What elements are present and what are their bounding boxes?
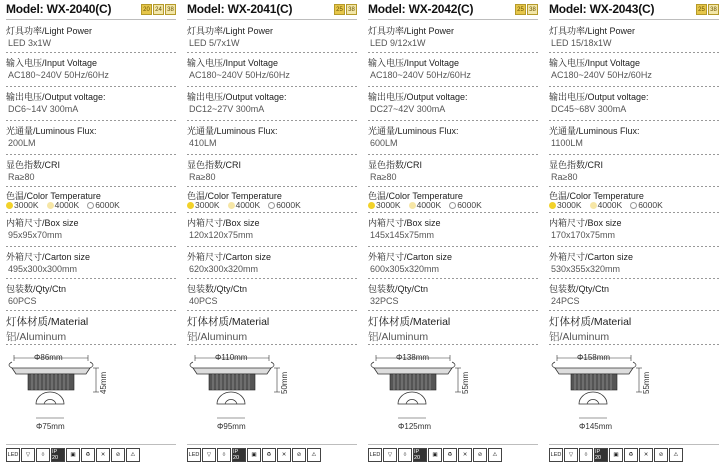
height-label: 50mm xyxy=(280,371,289,394)
spec-label-box: 内箱尺寸/Box size xyxy=(368,218,441,228)
divider xyxy=(6,120,176,121)
beam-angle-badges xyxy=(515,4,538,15)
spec-label-carton: 外箱尺寸/Carton size xyxy=(6,252,91,262)
spec-value-qty: 40PCS xyxy=(189,296,218,306)
divider xyxy=(187,52,357,53)
divider xyxy=(368,120,538,121)
color-dot-icon xyxy=(630,202,637,209)
dimension-drawing xyxy=(549,352,669,434)
spec-value-box: 120x120x75mm xyxy=(189,230,254,240)
spec-label-box: 内箱尺寸/Box size xyxy=(6,218,79,228)
spec-label-qty: 包装数/Qty/Ctn xyxy=(6,284,67,294)
top-diameter-label: Φ110mm xyxy=(215,353,248,362)
no-dim-icon: ⊘ xyxy=(292,448,306,462)
color-temp-option xyxy=(409,200,442,210)
divider xyxy=(368,52,538,53)
spec-label-ct: 色温/Color Temperature xyxy=(549,191,644,201)
led-icon: LED xyxy=(6,448,20,462)
spec-value-carton: 530x355x320mm xyxy=(551,264,621,274)
color-dot-icon xyxy=(47,202,54,209)
model-title: Model: WX-2042(C) xyxy=(368,2,474,16)
spec-value-cri: Ra≥80 xyxy=(189,172,216,182)
divider xyxy=(6,344,176,345)
beam-angle-badges xyxy=(141,4,176,15)
top-diameter-label: Φ86mm xyxy=(34,353,63,362)
spec-value-carton: 495x300x300mm xyxy=(8,264,78,274)
shield-icon: ◊ xyxy=(579,448,593,462)
spec-value-power: LED 15/18x1W xyxy=(551,38,612,48)
cutout-diameter-label: Φ145mm xyxy=(579,422,613,431)
divider xyxy=(549,212,719,213)
downlight-side-view-icon xyxy=(6,352,126,434)
spec-value-flux: 1100LM xyxy=(551,138,583,148)
divider xyxy=(368,186,538,187)
spec-column-4 xyxy=(543,0,724,472)
dimmable-icon: ▽ xyxy=(21,448,35,462)
color-dot-icon xyxy=(368,202,375,209)
spec-value-box: 95x95x70mm xyxy=(8,230,63,240)
class-ii-icon: ▣ xyxy=(428,448,442,462)
dimmable-icon: ▽ xyxy=(383,448,397,462)
spec-label-material: 灯体材质/Material xyxy=(187,316,270,328)
no-dim-icon: ⊘ xyxy=(111,448,125,462)
dimmable-icon: ▽ xyxy=(202,448,216,462)
spec-label-flux: 光通量/Luminous Flux: xyxy=(187,126,278,136)
no-uv-icon: ✕ xyxy=(458,448,472,462)
divider xyxy=(187,278,357,279)
color-temp-option xyxy=(47,200,80,210)
spec-label-material: 灯体材质/Material xyxy=(549,316,632,328)
spec-label-output: 输出电压/Output voltage: xyxy=(368,92,468,102)
recycle-icon: ♻ xyxy=(443,448,457,462)
height-label: 55mm xyxy=(642,371,651,394)
beam-angle-badges xyxy=(334,4,357,15)
spec-label-carton: 外箱尺寸/Carton size xyxy=(187,252,272,262)
certification-icons xyxy=(549,448,683,462)
color-dot-icon xyxy=(449,202,456,209)
divider xyxy=(6,212,176,213)
divider xyxy=(368,86,538,87)
shield-icon: ◊ xyxy=(36,448,50,462)
spec-value-input: AC180~240V 50Hz/60Hz xyxy=(551,70,652,80)
spec-value-material: 铝/Aluminum xyxy=(187,331,248,343)
beam-angle-badges xyxy=(696,4,719,15)
certification-icons xyxy=(187,448,321,462)
divider xyxy=(549,86,719,87)
no-dim-icon: ⊘ xyxy=(654,448,668,462)
divider xyxy=(6,278,176,279)
led-icon: LED xyxy=(187,448,201,462)
color-temp-label: 4000K xyxy=(597,200,623,210)
divider xyxy=(187,310,357,311)
spec-value-flux: 200LM xyxy=(8,138,36,148)
spec-value-output: DC6~14V 300mA xyxy=(8,104,79,114)
dimension-drawing xyxy=(187,352,307,434)
certification-icons xyxy=(6,448,140,462)
divider xyxy=(368,212,538,213)
color-temp-label: 4000K xyxy=(416,200,442,210)
color-temp-label: 3000K xyxy=(14,200,39,210)
height-label: 45mm xyxy=(99,371,108,394)
spec-value-power: LED 5/7x1W xyxy=(189,38,240,48)
spec-value-input: AC180~240V 50Hz/60Hz xyxy=(8,70,109,80)
spec-label-cri: 显色指数/CRI xyxy=(368,160,423,170)
spec-label-flux: 光通量/Luminous Flux: xyxy=(368,126,459,136)
dimension-drawing xyxy=(6,352,126,434)
warning-icon: ⚠ xyxy=(126,448,140,462)
divider xyxy=(187,344,357,345)
divider xyxy=(6,444,176,445)
warning-icon: ⚠ xyxy=(307,448,321,462)
beam-angle-badge: 20 xyxy=(141,4,152,15)
divider xyxy=(549,246,719,247)
color-temp-option xyxy=(187,200,220,210)
spec-value-input: AC180~240V 50Hz/60Hz xyxy=(189,70,290,80)
spec-value-material: 铝/Aluminum xyxy=(549,331,610,343)
color-dot-icon xyxy=(6,202,13,209)
color-dot-icon xyxy=(87,202,94,209)
spec-value-input: AC180~240V 50Hz/60Hz xyxy=(370,70,471,80)
divider xyxy=(6,246,176,247)
top-diameter-label: Φ138mm xyxy=(396,353,430,362)
divider xyxy=(187,186,357,187)
spec-label-power: 灯具功率/Light Power xyxy=(6,26,93,36)
spec-label-carton: 外箱尺寸/Carton size xyxy=(549,252,634,262)
divider xyxy=(6,310,176,311)
divider xyxy=(187,246,357,247)
color-temperature-options xyxy=(6,200,128,210)
spec-value-output: DC27~42V 300mA xyxy=(370,104,446,114)
cutout-diameter-label: Φ125mm xyxy=(398,422,432,431)
color-temp-label: 6000K xyxy=(457,200,482,210)
divider xyxy=(549,444,719,445)
beam-angle-badge: 38 xyxy=(708,4,719,15)
ip20-icon: IP 20 xyxy=(51,448,65,462)
divider xyxy=(187,86,357,87)
divider xyxy=(549,19,719,20)
color-dot-icon xyxy=(228,202,235,209)
spec-label-output: 输出电压/Output voltage: xyxy=(549,92,649,102)
divider xyxy=(368,246,538,247)
color-temp-label: 6000K xyxy=(276,200,301,210)
spec-column-1 xyxy=(0,0,181,472)
spec-value-cri: Ra≥80 xyxy=(551,172,578,182)
spec-label-box: 内箱尺寸/Box size xyxy=(549,218,622,228)
color-temp-label: 6000K xyxy=(95,200,120,210)
class-ii-icon: ▣ xyxy=(247,448,261,462)
downlight-side-view-icon xyxy=(187,352,307,434)
divider xyxy=(368,444,538,445)
warning-icon: ⚠ xyxy=(669,448,683,462)
color-dot-icon xyxy=(187,202,194,209)
warning-icon: ⚠ xyxy=(488,448,502,462)
divider xyxy=(6,19,176,20)
divider xyxy=(549,120,719,121)
spec-value-box: 170x170x75mm xyxy=(551,230,616,240)
divider xyxy=(549,310,719,311)
beam-angle-badge: 25 xyxy=(334,4,345,15)
color-temp-option xyxy=(228,200,261,210)
no-uv-icon: ✕ xyxy=(639,448,653,462)
spec-label-input: 输入电压/Input Voltage xyxy=(6,58,98,68)
spec-value-material: 铝/Aluminum xyxy=(6,331,67,343)
no-uv-icon: ✕ xyxy=(277,448,291,462)
spec-label-ct: 色温/Color Temperature xyxy=(368,191,463,201)
spec-value-output: DC12~27V 300mA xyxy=(189,104,265,114)
class-ii-icon: ▣ xyxy=(609,448,623,462)
color-dot-icon xyxy=(549,202,556,209)
divider xyxy=(368,19,538,20)
spec-value-flux: 410LM xyxy=(189,138,217,148)
beam-angle-badge: 38 xyxy=(165,4,176,15)
spec-value-qty: 32PCS xyxy=(370,296,399,306)
divider xyxy=(549,278,719,279)
color-temp-label: 3000K xyxy=(195,200,220,210)
color-temp-option xyxy=(630,200,663,210)
led-icon: LED xyxy=(549,448,563,462)
divider xyxy=(368,154,538,155)
spec-value-carton: 620x300x320mm xyxy=(189,264,259,274)
spec-value-qty: 60PCS xyxy=(8,296,37,306)
color-temp-option xyxy=(549,200,582,210)
divider xyxy=(187,120,357,121)
spec-value-output: DC45~68V 300mA xyxy=(551,104,627,114)
spec-value-power: LED 3x1W xyxy=(8,38,52,48)
recycle-icon: ♻ xyxy=(262,448,276,462)
spec-label-input: 输入电压/Input Voltage xyxy=(549,58,641,68)
spec-label-carton: 外箱尺寸/Carton size xyxy=(368,252,453,262)
spec-label-cri: 显色指数/CRI xyxy=(549,160,604,170)
no-uv-icon: ✕ xyxy=(96,448,110,462)
divider xyxy=(6,186,176,187)
divider xyxy=(549,186,719,187)
beam-angle-badge: 38 xyxy=(346,4,357,15)
ip20-icon: IP 20 xyxy=(413,448,427,462)
spec-label-qty: 包装数/Qty/Ctn xyxy=(549,284,610,294)
color-temperature-options xyxy=(549,200,671,210)
divider xyxy=(368,310,538,311)
recycle-icon: ♻ xyxy=(81,448,95,462)
spec-label-cri: 显色指数/CRI xyxy=(187,160,242,170)
spec-label-material: 灯体材质/Material xyxy=(368,316,451,328)
dimmable-icon: ▽ xyxy=(564,448,578,462)
divider xyxy=(187,154,357,155)
spec-label-qty: 包装数/Qty/Ctn xyxy=(368,284,429,294)
divider xyxy=(368,278,538,279)
model-title: Model: WX-2040(C) xyxy=(6,2,112,16)
dimension-drawing xyxy=(368,352,488,434)
recycle-icon: ♻ xyxy=(624,448,638,462)
divider xyxy=(549,344,719,345)
divider xyxy=(187,19,357,20)
color-temp-label: 3000K xyxy=(557,200,582,210)
spec-label-output: 输出电压/Output voltage: xyxy=(6,92,106,102)
color-temp-label: 6000K xyxy=(638,200,663,210)
spec-value-cri: Ra≥80 xyxy=(370,172,397,182)
spec-value-material: 铝/Aluminum xyxy=(368,331,429,343)
cutout-diameter-label: Φ95mm xyxy=(217,422,246,431)
spec-label-box: 内箱尺寸/Box size xyxy=(187,218,260,228)
beam-angle-badge: 24 xyxy=(153,4,164,15)
color-dot-icon xyxy=(268,202,275,209)
spec-value-carton: 600x305x320mm xyxy=(370,264,440,274)
spec-value-power: LED 9/12x1W xyxy=(370,38,426,48)
color-dot-icon xyxy=(409,202,416,209)
divider xyxy=(549,154,719,155)
divider xyxy=(187,212,357,213)
spec-label-power: 灯具功率/Light Power xyxy=(187,26,274,36)
color-temp-option xyxy=(449,200,482,210)
spec-value-cri: Ra≥80 xyxy=(8,172,35,182)
cutout-diameter-label: Φ75mm xyxy=(36,422,65,431)
spec-column-2 xyxy=(181,0,362,472)
spec-label-ct: 色温/Color Temperature xyxy=(187,191,282,201)
color-temperature-options xyxy=(187,200,309,210)
ip20-icon: IP 20 xyxy=(594,448,608,462)
spec-label-output: 输出电压/Output voltage: xyxy=(187,92,287,102)
class-ii-icon: ▣ xyxy=(66,448,80,462)
divider xyxy=(6,86,176,87)
model-title: Model: WX-2041(C) xyxy=(187,2,293,16)
ip20-icon: IP 20 xyxy=(232,448,246,462)
spec-label-qty: 包装数/Qty/Ctn xyxy=(187,284,248,294)
beam-angle-badge: 25 xyxy=(515,4,526,15)
spec-label-flux: 光通量/Luminous Flux: xyxy=(6,126,97,136)
color-temp-label: 3000K xyxy=(376,200,401,210)
spec-label-input: 输入电压/Input Voltage xyxy=(187,58,279,68)
model-title: Model: WX-2043(C) xyxy=(549,2,655,16)
color-temp-option xyxy=(368,200,401,210)
divider xyxy=(6,52,176,53)
spec-label-flux: 光通量/Luminous Flux: xyxy=(549,126,640,136)
color-dot-icon xyxy=(590,202,597,209)
shield-icon: ◊ xyxy=(217,448,231,462)
spec-value-qty: 24PCS xyxy=(551,296,580,306)
color-temp-option xyxy=(268,200,301,210)
color-temp-option xyxy=(87,200,120,210)
no-dim-icon: ⊘ xyxy=(473,448,487,462)
led-icon: LED xyxy=(368,448,382,462)
divider xyxy=(187,444,357,445)
spec-label-ct: 色温/Color Temperature xyxy=(6,191,101,201)
color-temp-option xyxy=(590,200,623,210)
certification-icons xyxy=(368,448,502,462)
divider xyxy=(368,344,538,345)
beam-angle-badge: 25 xyxy=(696,4,707,15)
color-temperature-options xyxy=(368,200,490,210)
height-label: 55mm xyxy=(461,371,470,394)
shield-icon: ◊ xyxy=(398,448,412,462)
spec-value-flux: 600LM xyxy=(370,138,398,148)
spec-value-box: 145x145x75mm xyxy=(370,230,435,240)
spec-label-material: 灯体材质/Material xyxy=(6,316,89,328)
divider xyxy=(549,52,719,53)
top-diameter-label: Φ158mm xyxy=(577,353,611,362)
color-temp-label: 4000K xyxy=(235,200,261,210)
beam-angle-badge: 38 xyxy=(527,4,538,15)
spec-label-cri: 显色指数/CRI xyxy=(6,160,61,170)
spec-label-input: 输入电压/Input Voltage xyxy=(368,58,460,68)
spec-label-power: 灯具功率/Light Power xyxy=(368,26,455,36)
color-temp-option xyxy=(6,200,39,210)
spec-column-3 xyxy=(362,0,543,472)
divider xyxy=(6,154,176,155)
spec-label-power: 灯具功率/Light Power xyxy=(549,26,636,36)
color-temp-label: 4000K xyxy=(54,200,80,210)
